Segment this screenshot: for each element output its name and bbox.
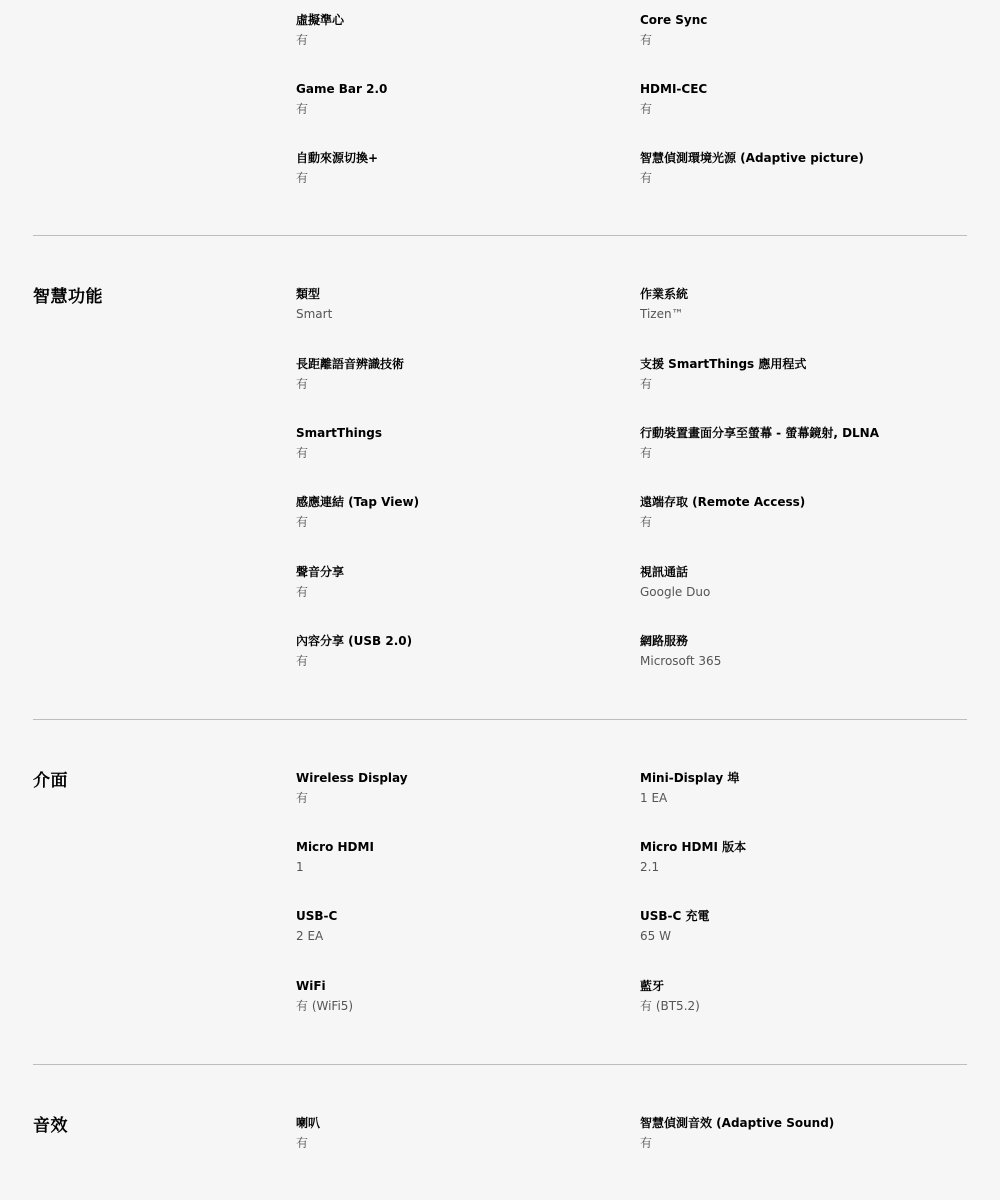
spec-item — [296, 81, 626, 117]
spec-label: 感應連結 (Tap View) — [296, 495, 420, 509]
spec-item — [296, 633, 626, 669]
spec-item — [296, 1115, 626, 1151]
spec-label: 視訊通話 — [640, 565, 689, 579]
spec-item — [640, 908, 970, 944]
spec-item — [296, 286, 626, 322]
section-divider — [33, 719, 967, 720]
spec-item — [296, 494, 626, 530]
spec-label: Micro HDMI — [296, 840, 374, 854]
spec-label: SmartThings — [296, 426, 383, 440]
spec-value: 有 — [296, 791, 309, 805]
spec-item — [296, 425, 626, 461]
spec-item — [640, 770, 970, 806]
spec-value: 2 EA — [296, 929, 324, 943]
spec-label: 喇叭 — [296, 1116, 321, 1130]
spec-item — [640, 81, 970, 117]
spec-label: 類型 — [296, 287, 321, 301]
spec-item — [296, 356, 626, 392]
section-divider — [33, 1064, 967, 1065]
spec-label: USB-C 充電 — [640, 909, 710, 923]
spec-value: 有 — [640, 515, 653, 529]
spec-value: 有 (WiFi5) — [296, 999, 354, 1013]
spec-value: 有 — [296, 171, 309, 185]
spec-label: 自動來源切換+ — [296, 151, 379, 165]
spec-item — [296, 839, 626, 875]
spec-value: 有 — [640, 102, 653, 116]
spec-value: Tizen™ — [640, 307, 684, 321]
spec-value: 1 — [296, 860, 304, 874]
spec-item — [640, 150, 970, 186]
spec-label: 網路服務 — [640, 634, 689, 648]
spec-label: WiFi — [296, 979, 326, 993]
spec-label: 智慧偵測環境光源 (Adaptive picture) — [640, 151, 864, 165]
spec-label: Wireless Display — [296, 771, 408, 785]
spec-item — [640, 286, 970, 322]
spec-item — [640, 425, 970, 461]
spec-item — [640, 564, 970, 600]
spec-item — [640, 12, 970, 48]
spec-value: 有 — [296, 515, 309, 529]
spec-item — [296, 564, 626, 600]
section-title: 智慧功能 — [33, 287, 103, 307]
spec-value: 65 W — [640, 929, 671, 943]
spec-label: Micro HDMI 版本 — [640, 840, 747, 854]
spec-label: 聲音分享 — [296, 565, 345, 579]
spec-item — [296, 12, 626, 48]
spec-item — [296, 978, 626, 1014]
spec-value: 有 — [296, 33, 309, 47]
spec-value: 有 — [296, 585, 309, 599]
spec-item — [640, 356, 970, 392]
spec-label: Game Bar 2.0 — [296, 82, 388, 96]
spec-label: 藍牙 — [640, 979, 665, 993]
spec-value: 1 EA — [640, 791, 668, 805]
spec-label: 遠端存取 (Remote Access) — [640, 495, 806, 509]
section-divider — [33, 235, 967, 236]
spec-item — [640, 978, 970, 1014]
section-title: 音效 — [33, 1116, 68, 1136]
spec-value: 有 — [296, 446, 309, 460]
spec-value: 有 — [640, 446, 653, 460]
spec-value: 有 — [296, 654, 309, 668]
spec-label: 行動裝置畫面分享至螢幕 - 螢幕鏡射, DLNA — [640, 426, 880, 440]
spec-label: HDMI-CEC — [640, 82, 708, 96]
spec-value: 2.1 — [640, 860, 660, 874]
spec-label: 支援 SmartThings 應用程式 — [640, 357, 807, 371]
spec-value: Google Duo — [640, 585, 711, 599]
spec-item — [640, 633, 970, 669]
section-title: 介面 — [33, 771, 68, 791]
spec-value: 有 — [640, 1136, 653, 1150]
spec-item — [296, 150, 626, 186]
spec-item — [296, 908, 626, 944]
spec-label: Core Sync — [640, 13, 708, 27]
spec-label: Mini-Display 埠 — [640, 771, 740, 785]
spec-label: 作業系統 — [640, 287, 689, 301]
spec-label: 內容分享 (USB 2.0) — [296, 634, 413, 648]
spec-label: 智慧偵測音效 (Adaptive Sound) — [640, 1116, 835, 1130]
spec-item — [640, 839, 970, 875]
spec-value: Microsoft 365 — [640, 654, 722, 668]
spec-value: 有 — [296, 377, 309, 391]
spec-value: 有 (BT5.2) — [640, 999, 700, 1013]
spec-label: 虛擬準心 — [296, 13, 345, 27]
spec-value: 有 — [296, 102, 309, 116]
spec-label: 長距離語音辨識技術 — [296, 357, 405, 371]
spec-value: 有 — [296, 1136, 309, 1150]
spec-value: 有 — [640, 377, 653, 391]
spec-item — [640, 494, 970, 530]
spec-item — [640, 1115, 970, 1151]
spec-label: USB-C — [296, 909, 338, 923]
spec-value: Smart — [296, 307, 333, 321]
spec-item — [296, 770, 626, 806]
spec-value: 有 — [640, 33, 653, 47]
spec-value: 有 — [640, 171, 653, 185]
